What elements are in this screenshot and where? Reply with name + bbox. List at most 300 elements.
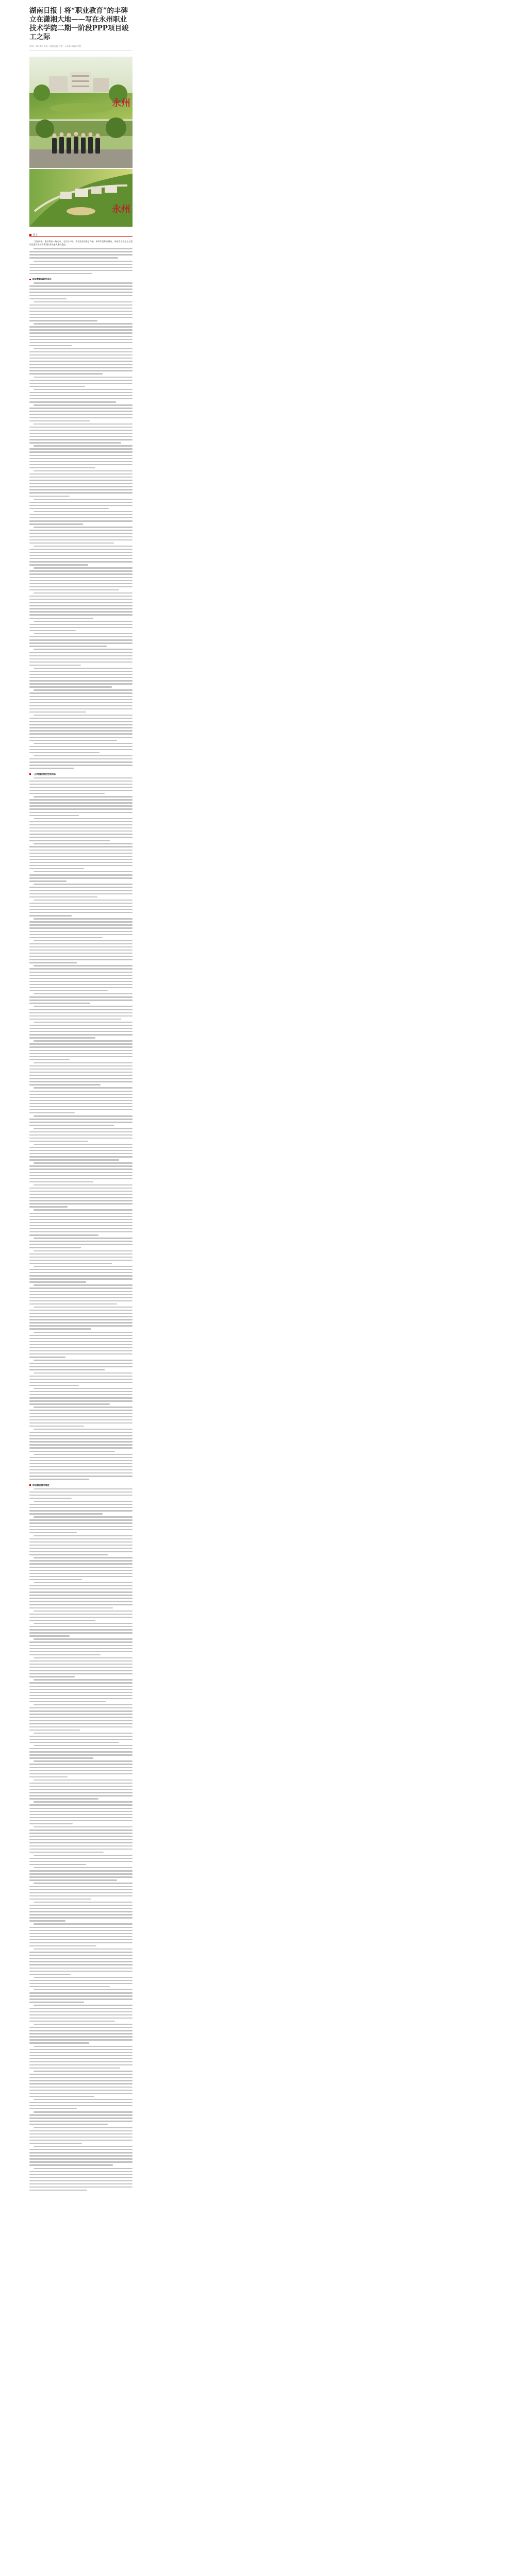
text-line xyxy=(29,1930,133,1931)
body-paragraph xyxy=(29,1760,133,1777)
text-line xyxy=(29,1222,133,1223)
text-line xyxy=(34,1087,133,1088)
text-line xyxy=(29,1319,133,1320)
text-line xyxy=(29,733,133,734)
body-paragraph xyxy=(29,1582,133,1608)
text-line xyxy=(34,546,133,547)
body-paragraph xyxy=(29,377,133,387)
text-line xyxy=(34,918,133,919)
caption-marker-icon xyxy=(29,234,31,236)
text-line xyxy=(29,802,133,803)
text-line xyxy=(29,1585,133,1586)
text-line xyxy=(29,1576,133,1577)
text-line xyxy=(29,1526,133,1527)
text-line xyxy=(29,808,133,809)
body-paragraph xyxy=(29,2046,133,2069)
text-line xyxy=(29,326,133,327)
text-line xyxy=(34,1266,133,1267)
text-line xyxy=(29,1451,115,1452)
text-line xyxy=(29,1426,84,1427)
text-line xyxy=(29,329,133,330)
text-line xyxy=(29,1961,133,1962)
body-paragraph xyxy=(29,546,133,566)
text-line xyxy=(29,1410,133,1411)
text-line xyxy=(29,605,133,606)
text-line xyxy=(29,267,133,268)
text-line xyxy=(29,2027,133,2028)
text-line xyxy=(29,2052,133,2053)
text-line xyxy=(34,423,133,425)
text-line xyxy=(29,686,112,687)
text-line xyxy=(29,1353,133,1354)
text-line xyxy=(34,1238,133,1239)
text-line xyxy=(29,1031,133,1032)
text-line xyxy=(29,2064,133,2065)
body-paragraph xyxy=(29,1883,133,1900)
text-line xyxy=(29,696,133,697)
text-line xyxy=(34,1557,133,1558)
hero-stamp-top: 永州 xyxy=(112,98,130,109)
text-line xyxy=(29,395,133,396)
text-line xyxy=(29,1457,133,1458)
text-line xyxy=(29,1886,133,1887)
text-line xyxy=(29,1335,133,1336)
text-line xyxy=(29,1081,133,1082)
body-paragraph xyxy=(29,567,133,590)
campus-aerial-photo xyxy=(29,169,133,227)
text-line xyxy=(29,1773,133,1774)
text-line xyxy=(29,865,133,866)
text-line xyxy=(29,292,133,293)
text-line xyxy=(29,1654,101,1655)
text-line xyxy=(29,577,133,578)
text-line xyxy=(29,1986,110,1987)
text-line xyxy=(29,1595,133,1596)
text-line xyxy=(34,1535,133,1536)
text-line xyxy=(29,2114,133,2115)
text-line xyxy=(34,1638,133,1639)
text-line xyxy=(29,1118,133,1120)
text-line xyxy=(34,2168,133,2169)
body-paragraph xyxy=(29,940,133,963)
text-line xyxy=(29,1692,133,1693)
text-line xyxy=(29,1541,133,1543)
text-line xyxy=(29,2021,115,2022)
text-line xyxy=(29,1084,101,1085)
text-line xyxy=(29,1836,133,1837)
text-line xyxy=(29,680,133,681)
body-paragraph xyxy=(29,499,133,510)
text-line xyxy=(29,1495,133,1496)
text-line xyxy=(29,558,133,559)
text-line xyxy=(29,1971,133,1972)
body-paragraph xyxy=(29,445,133,468)
text-line xyxy=(29,978,133,979)
body-paragraph xyxy=(29,2024,133,2044)
text-line xyxy=(29,1385,79,1386)
text-line xyxy=(29,1754,133,1755)
text-line xyxy=(29,987,133,988)
text-line xyxy=(29,1341,133,1342)
text-line xyxy=(29,1626,133,1627)
text-line xyxy=(29,2164,113,2165)
body-paragraph xyxy=(29,1923,133,1946)
text-line xyxy=(29,1216,133,1217)
text-line xyxy=(29,2011,133,2012)
text-line xyxy=(29,552,133,553)
text-line xyxy=(34,1209,133,1210)
text-line xyxy=(34,621,133,622)
text-line xyxy=(34,1454,133,1455)
text-line xyxy=(29,1717,133,1718)
text-line xyxy=(29,1842,133,1843)
text-line xyxy=(29,975,133,976)
body-paragraph xyxy=(29,592,133,619)
text-line xyxy=(29,915,72,916)
text-line xyxy=(29,655,133,656)
text-line xyxy=(29,2130,133,2131)
text-line xyxy=(34,796,133,797)
text-line xyxy=(29,1165,133,1166)
text-line xyxy=(29,477,133,478)
text-line xyxy=(29,1814,133,1815)
text-line xyxy=(29,589,119,590)
text-line xyxy=(29,953,133,954)
text-line xyxy=(29,1645,133,1646)
text-line xyxy=(29,1604,133,1605)
text-line xyxy=(29,1134,133,1136)
text-line xyxy=(34,301,133,302)
text-line xyxy=(29,1792,133,1793)
text-line xyxy=(29,1025,133,1026)
text-line xyxy=(29,1739,133,1740)
text-line xyxy=(29,2133,133,2134)
text-line xyxy=(29,642,133,643)
text-line xyxy=(29,1046,133,1047)
text-line xyxy=(29,480,133,481)
text-line xyxy=(29,768,74,769)
text-line xyxy=(29,1100,133,1101)
text-line xyxy=(29,1297,133,1298)
text-line xyxy=(34,261,133,262)
text-line xyxy=(29,827,133,828)
text-line xyxy=(29,514,133,515)
body-paragraph xyxy=(29,1977,133,1988)
text-line xyxy=(29,1228,133,1229)
text-line xyxy=(29,1278,133,1279)
text-line xyxy=(29,1213,133,1214)
text-line xyxy=(29,662,133,663)
text-line xyxy=(29,984,133,985)
body-paragraph xyxy=(29,1022,133,1039)
body-paragraph xyxy=(29,777,133,794)
text-line xyxy=(29,1529,133,1530)
body-paragraph xyxy=(29,1733,133,1743)
text-line xyxy=(34,1360,133,1361)
text-line xyxy=(29,486,133,487)
caption-bar xyxy=(29,233,133,237)
text-line xyxy=(29,1019,121,1020)
text-line xyxy=(34,1989,133,1990)
text-line xyxy=(29,1263,112,1264)
body-paragraph xyxy=(29,1144,133,1161)
text-line xyxy=(34,1006,133,1007)
text-line xyxy=(34,871,133,872)
text-line xyxy=(29,1034,133,1035)
text-line xyxy=(29,877,133,878)
text-line xyxy=(29,2149,133,2150)
text-line xyxy=(29,295,133,296)
text-line xyxy=(29,2090,133,2091)
body-paragraph xyxy=(29,633,133,647)
body-paragraph xyxy=(29,1040,133,1060)
text-line xyxy=(29,2055,133,2056)
text-line xyxy=(29,311,133,312)
text-line xyxy=(29,1942,133,1943)
text-line xyxy=(29,749,133,750)
text-line xyxy=(29,2083,133,2084)
text-line xyxy=(29,1416,133,1417)
text-line xyxy=(29,1563,133,1564)
text-line xyxy=(29,1920,65,1921)
text-line xyxy=(29,1463,133,1464)
text-line xyxy=(29,1350,133,1351)
text-line xyxy=(29,1376,133,1377)
text-line xyxy=(29,427,133,428)
text-line xyxy=(29,752,100,753)
body-paragraph xyxy=(29,2146,133,2166)
text-line xyxy=(29,921,133,922)
text-line xyxy=(29,373,103,374)
text-line xyxy=(29,1015,133,1016)
text-line xyxy=(29,2137,133,2138)
text-line xyxy=(29,264,133,265)
section-marker-icon xyxy=(29,1484,31,1486)
text-line xyxy=(29,2155,133,2156)
text-line xyxy=(29,530,133,531)
text-line xyxy=(29,1422,133,1423)
text-line xyxy=(29,1522,133,1523)
text-line xyxy=(29,708,133,709)
text-line xyxy=(29,1197,133,1198)
body-paragraph xyxy=(29,1128,133,1142)
text-line xyxy=(29,2061,133,2062)
text-line xyxy=(29,520,133,521)
body-paragraph xyxy=(29,282,133,299)
text-line xyxy=(29,442,121,443)
text-line xyxy=(29,896,97,897)
text-line xyxy=(29,1998,133,1999)
section-heading xyxy=(29,773,133,776)
text-line xyxy=(29,674,133,675)
text-line xyxy=(29,630,76,631)
text-line xyxy=(29,1247,81,1248)
text-line xyxy=(29,2036,133,2037)
text-line xyxy=(29,805,133,806)
text-line xyxy=(29,677,133,678)
text-line xyxy=(29,1053,133,1054)
text-line xyxy=(29,289,133,290)
text-line xyxy=(29,2158,133,2159)
text-line xyxy=(29,536,133,537)
text-line xyxy=(29,1413,133,1414)
text-line xyxy=(29,1964,133,1965)
text-line xyxy=(29,1551,133,1552)
text-line xyxy=(29,627,133,628)
text-line xyxy=(29,1519,133,1520)
text-line xyxy=(29,862,133,863)
text-line xyxy=(29,1651,133,1652)
text-line xyxy=(29,1588,133,1589)
text-line xyxy=(29,483,133,484)
text-line xyxy=(29,1191,133,1192)
text-line xyxy=(34,2046,133,2047)
text-line xyxy=(29,358,133,359)
text-line xyxy=(29,2161,133,2162)
text-line xyxy=(34,323,133,324)
text-line xyxy=(29,943,133,944)
text-line xyxy=(29,1598,133,1599)
text-line xyxy=(34,1250,133,1251)
text-line xyxy=(29,990,108,991)
text-line xyxy=(29,408,133,409)
text-line xyxy=(29,790,133,791)
text-line xyxy=(29,934,133,935)
body-paragraph xyxy=(29,900,133,917)
text-line xyxy=(29,705,133,706)
text-line xyxy=(29,564,88,565)
text-line xyxy=(29,364,133,365)
text-line xyxy=(29,1660,133,1662)
text-line xyxy=(29,1620,95,1621)
text-line xyxy=(34,1388,133,1389)
text-line xyxy=(29,1012,133,1013)
text-line xyxy=(29,367,133,368)
text-line xyxy=(29,458,133,459)
text-line xyxy=(29,1103,133,1104)
text-line xyxy=(29,1112,75,1113)
text-line xyxy=(29,1322,133,1323)
text-line xyxy=(29,1150,133,1151)
text-line xyxy=(29,570,133,571)
text-line xyxy=(34,1623,133,1624)
text-line xyxy=(29,336,133,337)
text-line xyxy=(34,1429,133,1430)
text-line xyxy=(29,1945,96,1946)
text-line xyxy=(29,464,133,465)
text-line xyxy=(29,1845,133,1846)
text-line xyxy=(29,1955,133,1956)
text-line xyxy=(34,1501,133,1502)
text-line xyxy=(29,924,133,925)
text-line xyxy=(29,1601,133,1602)
text-line xyxy=(29,599,133,600)
text-line xyxy=(29,1294,133,1295)
text-line xyxy=(34,633,133,634)
text-line xyxy=(29,1357,65,1358)
text-line xyxy=(34,2111,133,2112)
text-line xyxy=(29,2058,133,2059)
text-line xyxy=(29,2152,133,2153)
text-line xyxy=(29,539,133,540)
text-line xyxy=(34,1062,133,1063)
body-paragraph xyxy=(29,1679,133,1702)
text-line xyxy=(29,2039,133,2040)
text-line xyxy=(29,1952,133,1953)
text-line xyxy=(29,2140,133,2141)
text-line xyxy=(34,2146,133,2147)
text-line xyxy=(29,737,133,738)
visitors-group-photo xyxy=(29,117,133,168)
body-paragraph xyxy=(29,404,133,421)
text-line xyxy=(29,981,133,982)
text-line xyxy=(29,1554,108,1555)
body-paragraph xyxy=(29,248,133,259)
text-line xyxy=(29,692,133,693)
body-paragraph xyxy=(29,423,133,444)
section-marker-icon xyxy=(29,279,31,280)
text-line xyxy=(29,2074,133,2075)
text-line xyxy=(29,414,133,415)
text-line xyxy=(29,1379,133,1380)
text-line xyxy=(29,1757,93,1758)
text-line xyxy=(29,2096,94,2097)
body-paragraph xyxy=(29,2005,133,2022)
body-paragraph xyxy=(29,1948,133,1975)
section-heading-text: 职业教育因时代而兴 xyxy=(32,278,52,281)
text-line xyxy=(34,755,133,756)
text-line xyxy=(34,499,133,500)
text-line xyxy=(29,345,72,346)
text-line xyxy=(29,1403,110,1404)
text-line xyxy=(34,2127,133,2128)
text-line xyxy=(29,1065,133,1066)
text-line xyxy=(29,351,133,352)
text-line xyxy=(29,1798,98,1799)
text-line xyxy=(29,903,133,904)
body-paragraph xyxy=(29,843,133,869)
text-line xyxy=(29,1992,133,1993)
text-line xyxy=(29,1532,77,1533)
text-line xyxy=(29,618,93,619)
text-line xyxy=(34,1679,133,1680)
text-line xyxy=(29,1260,133,1261)
text-line xyxy=(29,1641,133,1642)
text-line xyxy=(29,1338,133,1339)
text-line xyxy=(29,646,107,647)
text-line xyxy=(29,812,133,813)
text-line xyxy=(29,1673,133,1674)
text-line xyxy=(29,658,133,659)
text-line xyxy=(29,273,92,274)
text-line xyxy=(29,1917,133,1918)
text-line xyxy=(34,843,133,844)
text-line xyxy=(29,1770,133,1771)
body-paragraph xyxy=(29,1372,133,1386)
body-paragraph xyxy=(29,1307,133,1330)
body-paragraph xyxy=(29,470,133,497)
text-line xyxy=(29,401,116,402)
text-line xyxy=(29,1635,70,1636)
text-line xyxy=(29,853,133,854)
text-line xyxy=(29,2177,133,2178)
text-line xyxy=(29,1983,133,1984)
text-line xyxy=(29,1466,133,1467)
body-paragraph xyxy=(29,715,133,741)
text-line xyxy=(29,2030,133,2031)
text-line xyxy=(34,1657,133,1658)
text-line xyxy=(29,543,114,544)
